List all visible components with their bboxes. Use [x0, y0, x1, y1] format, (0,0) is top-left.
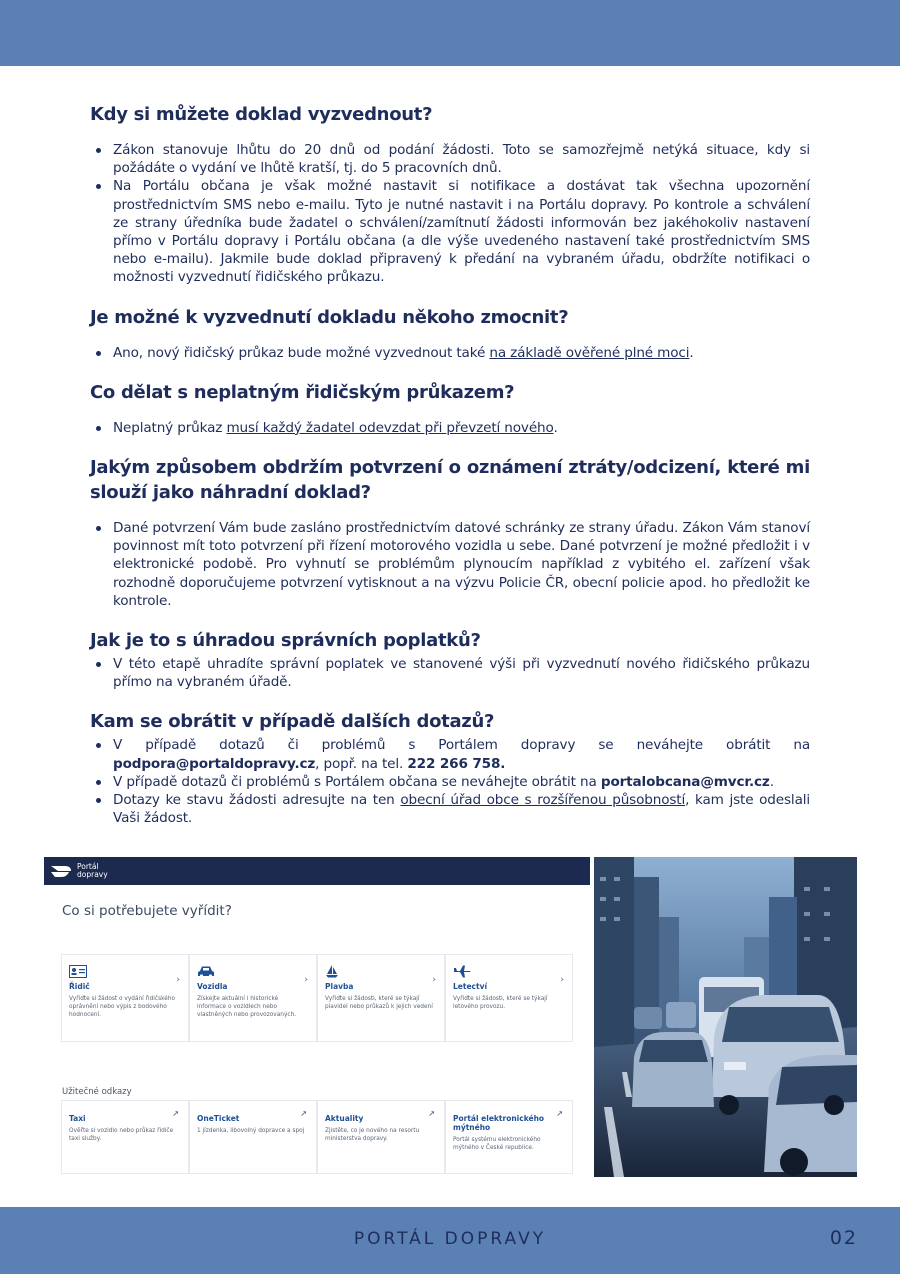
list-contacts — [90, 736, 810, 827]
list-item — [113, 736, 810, 772]
card-title: Aktuality — [325, 1114, 364, 1123]
footer-bar — [0, 1207, 900, 1274]
section-heading-authorization: Je možné k vyzvednutí dokladu někoho zmocnit? — [90, 306, 569, 328]
card-title: Plavba — [325, 982, 354, 991]
link-card-aktuality[interactable] — [318, 1101, 444, 1173]
external-link-icon: ↗ — [428, 1109, 435, 1118]
card-desc: 1 jízdenka, libovolný dopravce a spoj — [197, 1128, 305, 1134]
portal-obcana-email[interactable]: portalobcana@mvcr.cz — [600, 773, 770, 790]
list-item: Na Portálu občana je však možné nastavit si notifikace a dostávat tak všechna upozornění prostřednictvím SMS nebo e-mailu. Tyto je nutné nastavit i na Portálu dopravy. Po kontrole a schválení ze strany úředníka bude žadatel o schválení/zamítnutí žádosti informován bez jakéhokoliv nastavení přímo v Portálu dopravy i Portálu občana (a dle výše uvedeného nastavení také prostřednictvím SMS nebo e-mailu). Jakmile bude doklad připravený k předání na vybraném úřadu, obdržíte notifikaci o možnosti vyzvednutí řidičského průkazu. — [113, 178, 810, 286]
section-heading-invalid-license: Co dělat s neplatným řidičským průkazem? — [90, 381, 515, 403]
section-heading-loss-confirmation: Jakým způsobem obdržím potvrzení o oznámení ztráty/odcizení, které mi slouží jako náhradní doklad? — [90, 457, 810, 504]
card-desc: Zjistěte, co je nového na resortu ministerstva dopravy. — [325, 1128, 420, 1142]
power-of-attorney-link[interactable]: na základě ověřené plné moci — [489, 344, 690, 361]
link-card-myto[interactable] — [446, 1101, 572, 1173]
footer-title: PORTÁL DOPRAVY — [353, 1229, 547, 1249]
portal-header — [44, 857, 590, 885]
list-item — [113, 773, 810, 791]
item-text: V případě dotazů či problémů s Portálem dopravy se neváhejte obrátit na — [113, 737, 810, 754]
chevron-right-icon: › — [176, 975, 180, 985]
link-card-oneticket[interactable] — [190, 1101, 316, 1173]
chevron-right-icon: › — [432, 975, 436, 985]
page-number: 02 — [829, 1227, 858, 1249]
portal-question: Co si potřebujete vyřídit? — [62, 903, 232, 919]
section-heading-contacts: Kam se obrátit v případě dalších dotazů? — [90, 711, 495, 733]
item-text: Neplatný průkaz — [113, 419, 227, 436]
card-desc: Portál systému elektronického mýtného v České republice. — [453, 1137, 541, 1151]
chevron-right-icon: › — [304, 975, 308, 985]
external-link-icon: ↗ — [172, 1109, 179, 1118]
service-card-vozidla[interactable] — [190, 955, 316, 1041]
item-text: V případě dotazů či problémů s Portálem občana se neváhejte obrátit na — [113, 773, 601, 790]
plane-icon — [453, 965, 565, 979]
service-cards — [62, 955, 572, 1041]
list-invalid-license — [90, 419, 810, 437]
card-desc: Vyřiďte si žádosti, které se týkají plavidel nebo průkazů k jejich vedení — [325, 996, 433, 1010]
card-title: Taxi — [69, 1114, 86, 1123]
portal-body — [44, 885, 590, 1177]
portal-logo-icon — [50, 864, 72, 878]
list-item — [113, 344, 810, 362]
document-body — [90, 102, 810, 837]
item-text: , kam jste odeslali Vaši žádost. — [113, 792, 810, 827]
sailboat-icon — [325, 965, 437, 979]
list-item — [113, 791, 810, 827]
list-item: Dané potvrzení Vám bude zasláno prostřednictvím datové schránky ze strany úřadu. Zákon Vám stanoví povinnost mít toto potvrzení při řízení motorového vozidla u sebe. Dané potvrzení je možné předložit i v elektronické podobě. Pro vyhnutí se problémům plynoucím například z vybitého el. zařízení však rozhodně doporučujeme potvrzení vytisknout a na výzvu Policie ČR, obecní policie apod. ho předložit ke kontrole. — [113, 520, 810, 609]
portal-brand — [77, 863, 108, 879]
service-card-ridic[interactable] — [62, 955, 188, 1041]
list-item — [113, 419, 810, 437]
chevron-right-icon: › — [560, 975, 564, 985]
item-text: . — [553, 419, 558, 436]
item-text: , popř. na tel. — [315, 755, 408, 772]
traffic-photo — [594, 857, 857, 1177]
card-desc: Vyřiďte si žádost o vydání řidičského oprávnění nebo výpis z bodového hodnocení. — [69, 996, 176, 1018]
surrender-license-link[interactable]: musí každý žadatel odevzdat při převzetí nového — [226, 419, 554, 436]
traffic-photo-illustration — [594, 857, 857, 1177]
service-card-plavba[interactable] — [318, 955, 444, 1041]
card-title: Řidič — [69, 982, 90, 991]
list-pickup — [90, 141, 810, 287]
support-phone[interactable]: 222 266 758. — [407, 755, 506, 772]
card-title: Vozidla — [197, 982, 228, 991]
list-authorization — [90, 344, 810, 362]
id-card-icon — [69, 965, 181, 979]
item-text: Ano, nový řidičský průkaz bude možné vyzvednout také — [113, 344, 490, 361]
card-desc: Ověřte si vozidlo nebo průkaz řidiče taxi služby. — [69, 1128, 174, 1142]
card-title: Letectví — [453, 982, 488, 991]
header-bar — [0, 0, 900, 66]
item-text: . — [689, 344, 694, 361]
link-card-taxi[interactable] — [62, 1101, 188, 1173]
useful-links-label: Užitečné odkazy — [62, 1087, 132, 1097]
item-text: . — [769, 773, 774, 790]
list-loss-confirmation — [90, 519, 810, 610]
item-text: Dotazy ke stavu žádosti adresujte na ten — [113, 792, 401, 809]
car-icon — [197, 965, 309, 979]
useful-links — [62, 1101, 572, 1173]
card-desc: Získejte aktuální i historické informace o vozidlech nebo vlastněných nebo provozovaných. — [197, 996, 297, 1018]
brand-line: Portál — [77, 862, 99, 871]
section-heading-pickup: Kdy si můžete doklad vyzvednout? — [90, 104, 433, 125]
portal-screenshot — [44, 857, 590, 1177]
service-card-letectvi[interactable] — [446, 955, 572, 1041]
brand-line: dopravy — [77, 870, 108, 879]
external-link-icon: ↗ — [300, 1109, 307, 1118]
card-desc: Vyřiďte si žádosti, které se týkají letového provozu. — [453, 996, 548, 1010]
section-heading-fees: Jak je to s úhradou správních poplatků? — [90, 630, 481, 652]
support-email[interactable]: podpora@portaldopravy.cz — [113, 755, 316, 772]
list-item: Zákon stanovuje lhůtu do 20 dnů od podání žádosti. Toto se samozřejmě netýká situace, kdy si požádáte o vydání ve lhůtě kratší, tj. do 5 pracovních dnů. — [113, 142, 810, 177]
external-link-icon: ↗ — [556, 1109, 563, 1118]
list-fees — [90, 655, 810, 691]
card-title: OneTicket — [197, 1114, 240, 1123]
municipal-office-link[interactable]: obecní úřad obce s rozšířenou působností — [400, 792, 686, 809]
list-item: V této etapě uhradíte správní poplatek ve stanovené výši při vyzvednutí nového řidičského průkazu přímo na vybraném úřadě. — [113, 656, 810, 691]
card-title: Portál elektronického mýtného — [453, 1114, 545, 1132]
